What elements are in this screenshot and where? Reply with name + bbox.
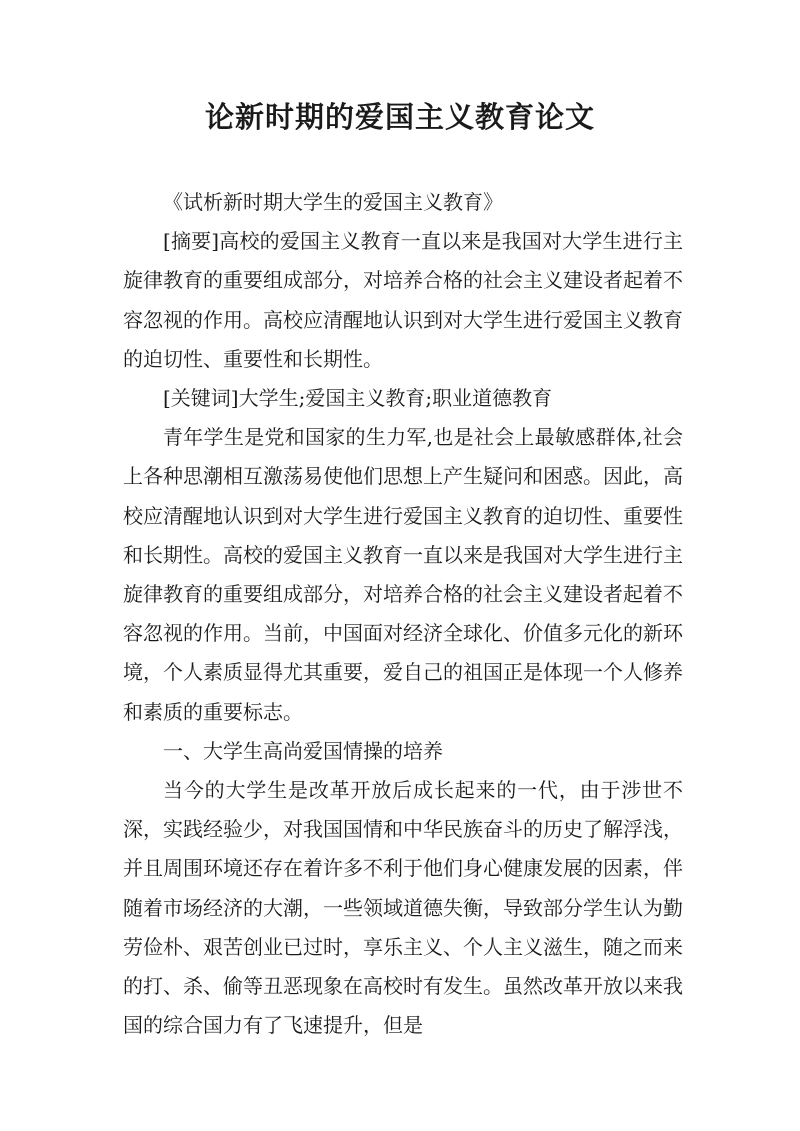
- abstract-paragraph: [摘要]高校的爱国主义教育一直以来是我国对大学生进行主旋律教育的重要组成部分，对培养合格的社会主义建设者起着不容忽视的作用。高校应清醒地认识到对大学生进行爱国主义教育的迫切性、重要性和长期性。: [123, 229, 683, 371]
- keywords-paragraph: [关键词]大学生;爱国主义教育;职业道德教育: [163, 386, 553, 411]
- document-title: 论新时期的爱国主义教育论文: [204, 100, 595, 134]
- intro-paragraph: 青年学生是党和国家的生力军,也是社会上最敏感群体,社会上各种思潮相互激荡易使他们思想上产生疑问和困惑。因此，高校应清醒地认识到对大学生进行爱国主义教育的迫切性、重要性和长期性。高校的爱国主义教育一直以来是我国对大学生进行主旋律教育的重要组成部分，对培养合格的社会主义建设者起着不容忽视的作用。当前，中国面对经济全球化、价值多元化的新环境，个人素质显得尤其重要，爱自己的祖国正是体现一个人修养和素质的重要标志。: [123, 425, 683, 724]
- document-body: [123, 183, 683, 1045]
- section-heading: 一、大学生高尚爱国情操的培养: [163, 738, 443, 763]
- article-title-line: 《试析新时期大学生的爱国主义教育》: [163, 190, 503, 214]
- section-paragraph: 当今的大学生是改革开放后成长起来的一代，由于涉世不深，实践经验少，对我国国情和中华民族奋斗的历史了解浮浅，并且周围环境还存在着许多不利于他们身心健康发展的因素，伴随着市场经济的大潮，一些领域道德失衡，导致部分学生认为勤劳俭朴、艰苦创业已过时，享乐主义、个人主义滋生，随之而来的打、杀、偷等丑恶现象在高校时有发生。虽然改革开放以来我国的综合国力有了飞速提升，但是: [123, 778, 683, 1038]
